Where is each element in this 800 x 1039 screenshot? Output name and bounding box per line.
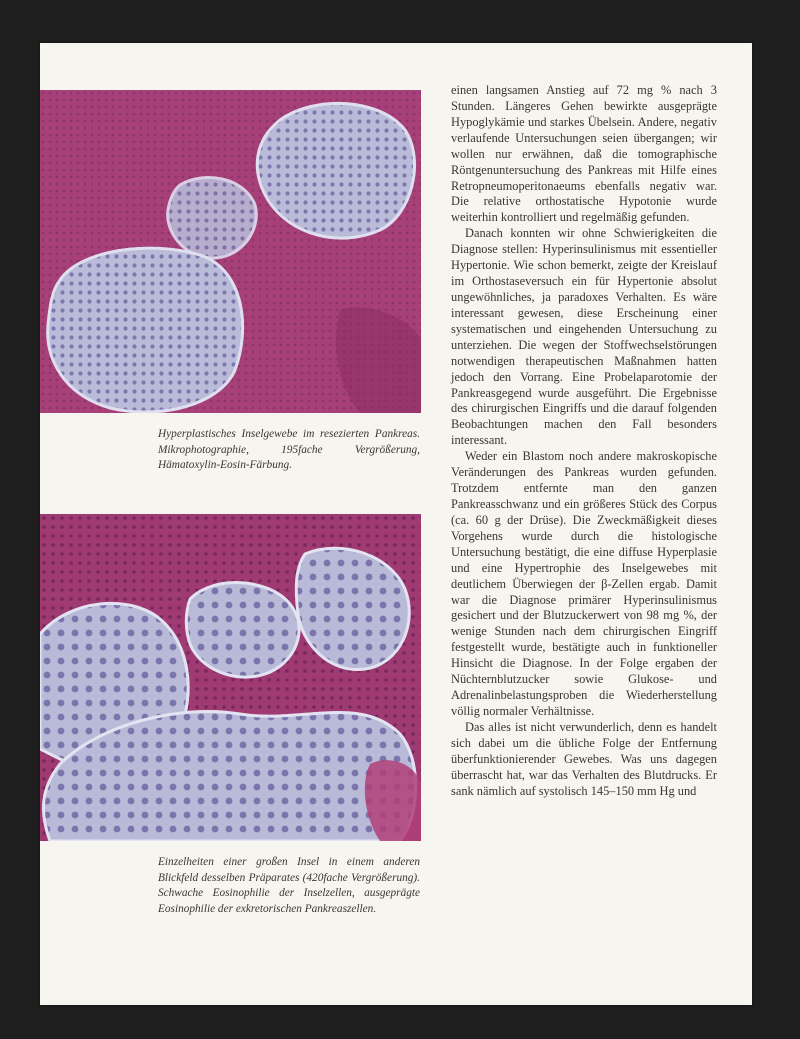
micrograph-2-image: [40, 514, 421, 841]
micrograph-1-image: [40, 90, 421, 413]
micrograph-figure-1: [40, 90, 421, 413]
micrograph-figure-2: [40, 514, 421, 841]
figure-1-caption: Hyperplastisches Inselgewebe im resezierten Pankreas. Mikrophotographie, 195fache Vergrößerung, Hämatoxylin-Eosin-Färbung.: [158, 428, 420, 471]
figure-2-caption: Einzelheiten einer großen Insel in einem anderen Blickfeld desselben Präparates (420fache Vergrößerung). Schwache Eosinophilie der Inselzellen, ausgeprägte Eosinophilie der exkretorischen Pankreaszellen.: [158, 856, 420, 915]
book-page: [40, 43, 752, 1005]
body-text-column: [451, 83, 717, 799]
paragraph-3: Weder ein Blastom noch andere makroskopische Veränderungen des Pankreas wurden gefunden. Trotzdem entfernte man den ganzen Pankreasschwanz und ein größeres Stück des Corpus (ca. 60 g der Drüse). Die Zweckmäßigkeit dieses Vorgehens wurde durch die histologische Untersuchung bestätigt, die eine diffuse Hyperplasie und eine Hypertrophie des Inselgewebes mit deutlichem Überwiegen der β-Zellen ergab. Damit war die Diagnose primärer Hyperinsulinismus gesichert und der Blutzuckerwert von 98 mg %, der wenige Stunden nach dem chirurgischen Eingriff festgestellt wurde, bestätigte auch in funktioneller Hinsicht die Diagnose. In der Folge ergaben der Nüchternblutzucker sowie Glukose- und Adrenalinbelastungsproben die Wiederherstellung völlig normaler Verhältnisse.: [451, 449, 717, 718]
paragraph-2: Danach konnten wir ohne Schwierigkeiten die Diagnose stellen: Hyperinsulinismus mit essentieller Hypertonie. Wie schon bemerkt, zeigte der Kreislauf im Orthostaseversuch ein für Hypertonie absolut ungewöhnliches, ja paradoxes Verhalten. Es wäre interessant gewesen, diese Erscheinung einer systematischen und eingehenden Untersuchung zu unterziehen. Die wegen der Stoffwechselstörungen notwendigen therapeutischen Maßnahmen hatten jedoch den Vorrang. Eine Probelaparotomie der Pankreasgegend wurde ausgeführt. Die Ergebnisse des chirurgischen Eingriffs und die darauf folgenden Beobachtungen machen den Fall besonders interessant.: [451, 226, 717, 448]
paragraph-4: Das alles ist nicht verwunderlich, denn es handelt sich dabei um die übliche Folge der Entfernung überfunktionierender Gewebes. Was uns dagegen überrascht hat, war das Verhalten des Blutdrucks. Er sank nämlich auf systolisch 145–150 mm Hg und: [451, 719, 717, 798]
paragraph-1: einen langsamen Anstieg auf 72 mg % nach 3 Stunden. Längeres Gehen bewirkte ausgeprägte Hypoglykämie und starkes Übelsein. Andere, negativ verlaufende Untersuchungen seien übergangen; wir wollen nur erwähnen, daß die tomographische Röntgenuntersuchung des Pankreas mit Hilfe eines Retropneumoperitonaeums ebenfalls negativ war. Die relative orthostatische Hypotonie wurde weiterhin kontrolliert und regelmäßig gefunden.: [451, 83, 717, 225]
